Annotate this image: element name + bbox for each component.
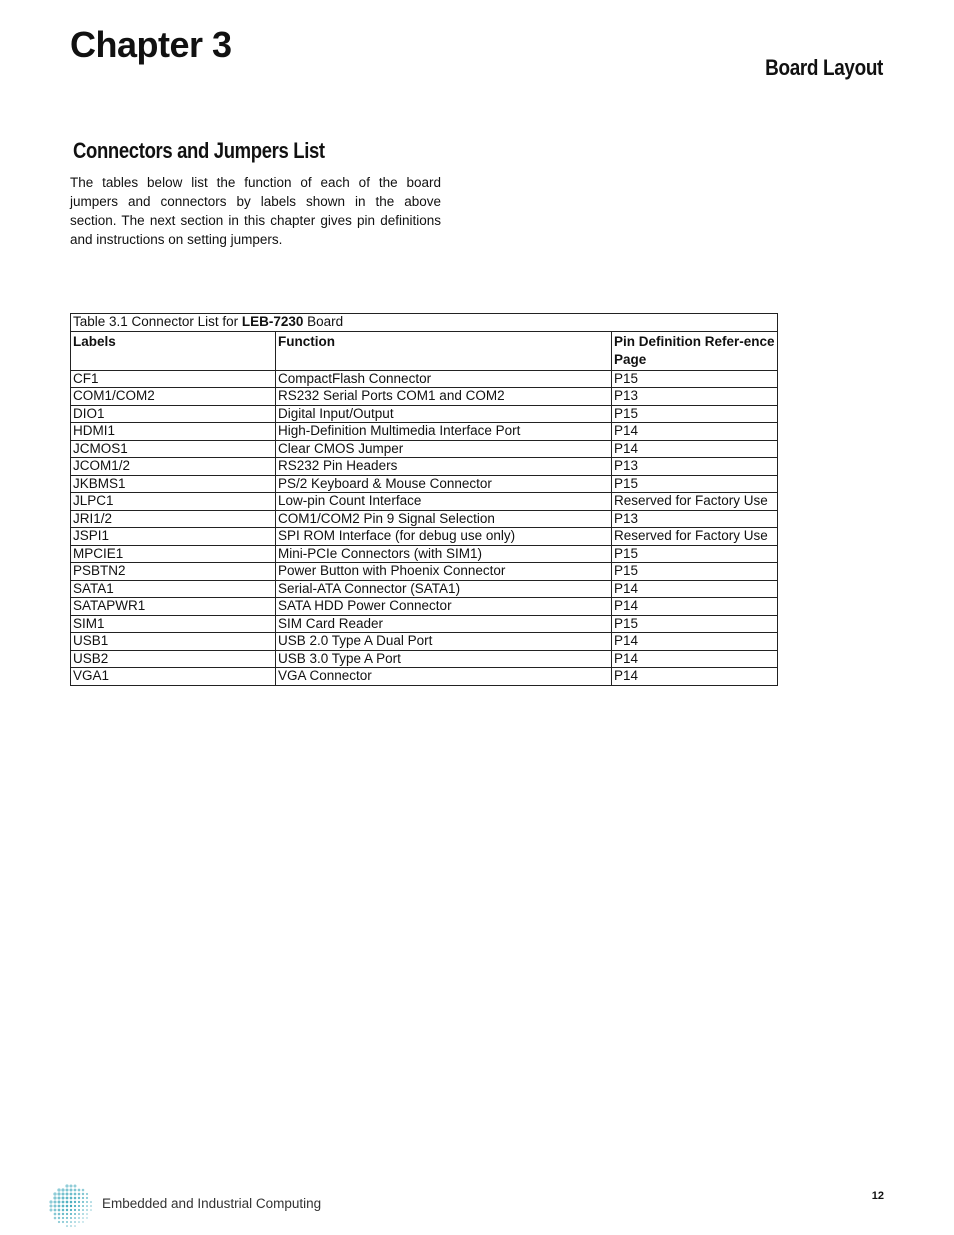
table-row	[71, 650, 778, 668]
table-caption-row	[71, 314, 778, 332]
intro-paragraph: The tables below list the function of each of the board jumpers and connectors by labels shown in the above section. The next section in this chapter gives pin definitions and instructions on setting jumpers.	[70, 175, 441, 247]
cell-function: Serial-ATA Connector (SATA1)	[276, 580, 612, 598]
column-header-labels: Labels	[71, 331, 276, 370]
cell-label: PSBTN2	[71, 563, 276, 581]
section-title: Board Layout	[765, 55, 883, 80]
cell-label: SIM1	[71, 615, 276, 633]
cell-pin-reference: P15	[612, 615, 778, 633]
cell-function: High-Definition Multimedia Interface Port	[276, 423, 612, 441]
table-row	[71, 545, 778, 563]
cell-function: CompactFlash Connector	[276, 370, 612, 388]
cell-function: SATA HDD Power Connector	[276, 598, 612, 616]
caption-suffix: Board	[303, 314, 344, 329]
cell-function: VGA Connector	[276, 668, 612, 686]
cell-function: SIM Card Reader	[276, 615, 612, 633]
cell-label: JCOM1/2	[71, 458, 276, 476]
table-row	[71, 493, 778, 511]
cell-pin-reference: P14	[612, 668, 778, 686]
connector-table-wrapper	[70, 313, 777, 686]
cell-label: HDMI1	[71, 423, 276, 441]
table-row	[71, 423, 778, 441]
cell-function: Clear CMOS Jumper	[276, 440, 612, 458]
connector-table	[70, 313, 778, 686]
cell-pin-reference: Reserved for Factory Use	[612, 493, 778, 511]
table-header-row	[71, 331, 778, 370]
cell-function: COM1/COM2 Pin 9 Signal Selection	[276, 510, 612, 528]
cell-function: PS/2 Keyboard & Mouse Connector	[276, 475, 612, 493]
cell-label: SATA1	[71, 580, 276, 598]
table-row	[71, 633, 778, 651]
column-header-function: Function	[276, 331, 612, 370]
cell-function: USB 2.0 Type A Dual Port	[276, 633, 612, 651]
cell-function: Mini-PCIe Connectors (with SIM1)	[276, 545, 612, 563]
cell-pin-reference: P13	[612, 388, 778, 406]
table-row	[71, 563, 778, 581]
cell-pin-reference: P15	[612, 563, 778, 581]
cell-label: CF1	[71, 370, 276, 388]
cell-pin-reference: P15	[612, 405, 778, 423]
cell-pin-reference: P14	[612, 440, 778, 458]
cell-pin-reference: P14	[612, 633, 778, 651]
cell-label: USB1	[71, 633, 276, 651]
table-row	[71, 598, 778, 616]
cell-label: DIO1	[71, 405, 276, 423]
cell-function: RS232 Serial Ports COM1 and COM2	[276, 388, 612, 406]
table-row	[71, 405, 778, 423]
cell-pin-reference: P13	[612, 510, 778, 528]
cell-label: JLPC1	[71, 493, 276, 511]
table-row	[71, 668, 778, 686]
cell-label: JSPI1	[71, 528, 276, 546]
table-row	[71, 458, 778, 476]
cell-label: JRI1/2	[71, 510, 276, 528]
footer-company-text: Embedded and Industrial Computing	[102, 1196, 322, 1211]
column-header-pin-reference: Pin Definition Refer-ence Page	[612, 331, 778, 370]
caption-prefix: Table 3.1 Connector List for	[73, 314, 242, 329]
cell-pin-reference: P15	[612, 545, 778, 563]
table-caption	[71, 314, 778, 332]
table-row	[71, 440, 778, 458]
cell-pin-reference: P15	[612, 370, 778, 388]
cell-function: USB 3.0 Type A Port	[276, 650, 612, 668]
caption-model: LEB-7230	[241, 314, 304, 329]
table-row	[71, 475, 778, 493]
cell-function: RS232 Pin Headers	[276, 458, 612, 476]
cell-label: USB2	[71, 650, 276, 668]
subsection-title: Connectors and Jumpers List	[73, 138, 325, 163]
cell-pin-reference: P13	[612, 458, 778, 476]
cell-pin-reference: P14	[612, 650, 778, 668]
table-body	[71, 370, 778, 685]
chapter-title: Chapter 3	[70, 24, 232, 65]
cell-label: JKBMS1	[71, 475, 276, 493]
table-row	[71, 528, 778, 546]
cell-function: Power Button with Phoenix Connector	[276, 563, 612, 581]
cell-label: COM1/COM2	[71, 388, 276, 406]
table-row	[71, 510, 778, 528]
cell-label: JCMOS1	[71, 440, 276, 458]
cell-function: SPI ROM Interface (for debug use only)	[276, 528, 612, 546]
table-row	[71, 615, 778, 633]
cell-pin-reference: P14	[612, 580, 778, 598]
table-row	[71, 580, 778, 598]
page-number: 12	[871, 1190, 884, 1202]
table-row	[71, 370, 778, 388]
cell-function: Low-pin Count Interface	[276, 493, 612, 511]
cell-pin-reference: Reserved for Factory Use	[612, 528, 778, 546]
cell-pin-reference: P14	[612, 598, 778, 616]
table-row	[71, 388, 778, 406]
dotted-globe-icon	[48, 1183, 94, 1229]
cell-label: VGA1	[71, 668, 276, 686]
cell-label: MPCIE1	[71, 545, 276, 563]
cell-pin-reference: P14	[612, 423, 778, 441]
cell-label: SATAPWR1	[71, 598, 276, 616]
cell-pin-reference: P15	[612, 475, 778, 493]
cell-function: Digital Input/Output	[276, 405, 612, 423]
